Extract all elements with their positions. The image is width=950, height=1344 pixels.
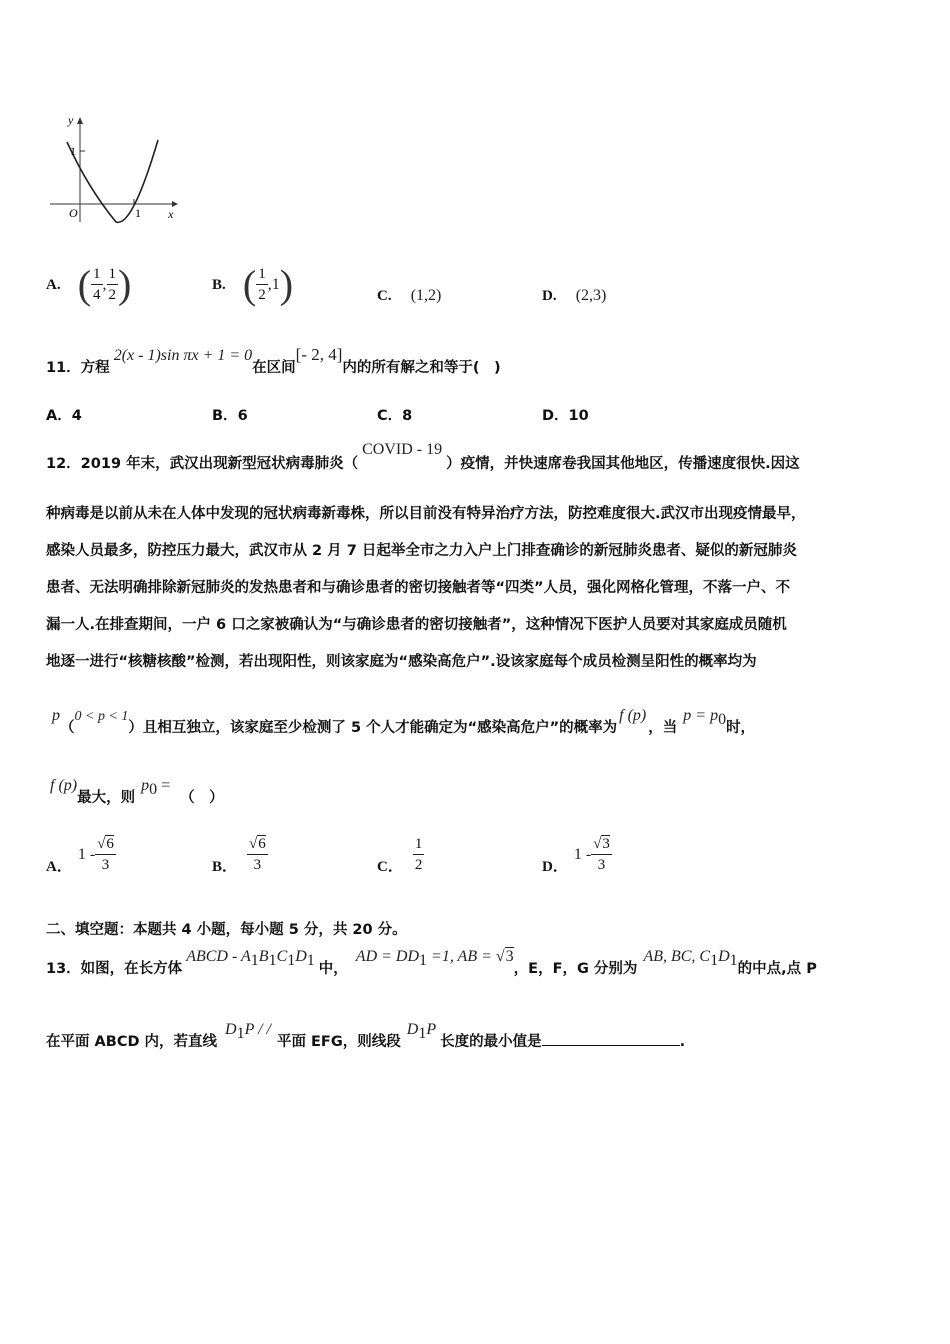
q11-option-d[interactable]: D．10 <box>542 408 589 424</box>
x-tick-label: 1 <box>135 206 141 220</box>
y-axis-label: y <box>68 113 74 127</box>
x-axis-label: x <box>168 207 174 221</box>
q10-option-c[interactable]: C. (1,2) <box>377 287 442 304</box>
y-axis-arrow <box>77 117 83 124</box>
q11-option-b[interactable]: B．6 <box>212 408 248 424</box>
parabola-curve <box>67 140 158 222</box>
option-label: A. <box>46 277 61 293</box>
q12-option-c[interactable]: C． $\frac{1}{2}$ <box>377 836 423 875</box>
q11-option-c[interactable]: C．8 <box>377 408 413 424</box>
origin-label: O <box>69 206 78 220</box>
q10-option-a[interactable]: A. ( $\frac{1}{4}$ , $\frac{1}{2}$ ) <box>46 261 132 307</box>
parabola-graph <box>40 110 190 230</box>
q12-line-5: 地逐一进行“核糖核酸”检测，若出现阳性，则该家庭为“感染高危户”.设该家庭每个成员检测呈阳性的概率均为 <box>46 654 757 670</box>
option-label: D. <box>542 288 557 304</box>
q10-option-d[interactable]: D. (2,3) <box>542 287 607 304</box>
q12-option-b[interactable]: B． $\frac{√6}{3}$ <box>212 836 266 875</box>
q12-line-4: 漏一人.在排查期间，一户 6 口之家被确认为“与确诊患者的密切接触者”，这种情况下医护人员要对其家庭成员随机 <box>46 617 787 633</box>
q12-option-a[interactable]: A．1 - $\frac{√6}{3}$ <box>46 836 114 875</box>
q12-line-1: 种病毒是以前从未在人体中发现的冠状病毒新毒株，所以目前没有特异治疗方法，防控难度很大.武汉市出现疫情最早， <box>46 506 806 522</box>
q12-line-2: 感染人员最多，防控压力最大，武汉市从 2 月 7 日起举全市之力入户上门排查确诊的新冠肺炎患者、疑似的新冠肺炎 <box>46 543 797 559</box>
q10-option-b[interactable]: B. ( $\frac{1}{2}$ ,1) <box>212 261 294 307</box>
q12-probability-line: p（0 < p < 1）且相互独立，该家庭至少检测了 5 个人才能确定为“感染高危户”的概率为f (p)，当$p = p_0$时， <box>52 707 756 736</box>
q13-first-line: 13．如图，在长方体ABCD - $A_1B_1C_1D_1$ 中，AD = $DD_1 =1$, AB = √3，E，F，G 分别为AB, BC, $C_1D_1$的中点,点 P <box>46 948 817 977</box>
q11-stem: 11．方程2(x - 1)sin πx + 1 = 0在区间[- 2, 4]内的所有解之和等于( ) <box>46 345 501 376</box>
y-tick-label: 1 <box>70 144 76 158</box>
option-label: C. <box>377 288 392 304</box>
q12-option-d[interactable]: D．1 - $\frac{√3}{3}$ <box>542 836 610 875</box>
section-title: 二、填空题：本题共 4 小题，每小题 5 分，共 20 分。 <box>46 922 407 938</box>
option-label: B. <box>212 277 226 293</box>
q12-question-line: f (p)最大，则$p_0$ =（ ） <box>50 777 224 806</box>
q13-second-line: 在平面 ABCD 内，若直线$D_1P$ / /平面 EFG，则线段$D_1P$长度的最小值是 . <box>46 1021 686 1050</box>
q11-option-a[interactable]: A．4 <box>46 408 82 424</box>
q12-first-line: 12．2019 年末，武汉出现新型冠状病毒肺炎（COVID - 19）疫情，并快速席卷我国其他地区，传播速度很快.因这 <box>46 441 800 472</box>
q12-line-3: 患者、无法明确排除新冠肺炎的发热患者和与确诊患者的密切接触者等“四类”人员，强化网格化管理，不落一户、不 <box>46 580 791 596</box>
answer-blank[interactable] <box>542 1031 680 1046</box>
